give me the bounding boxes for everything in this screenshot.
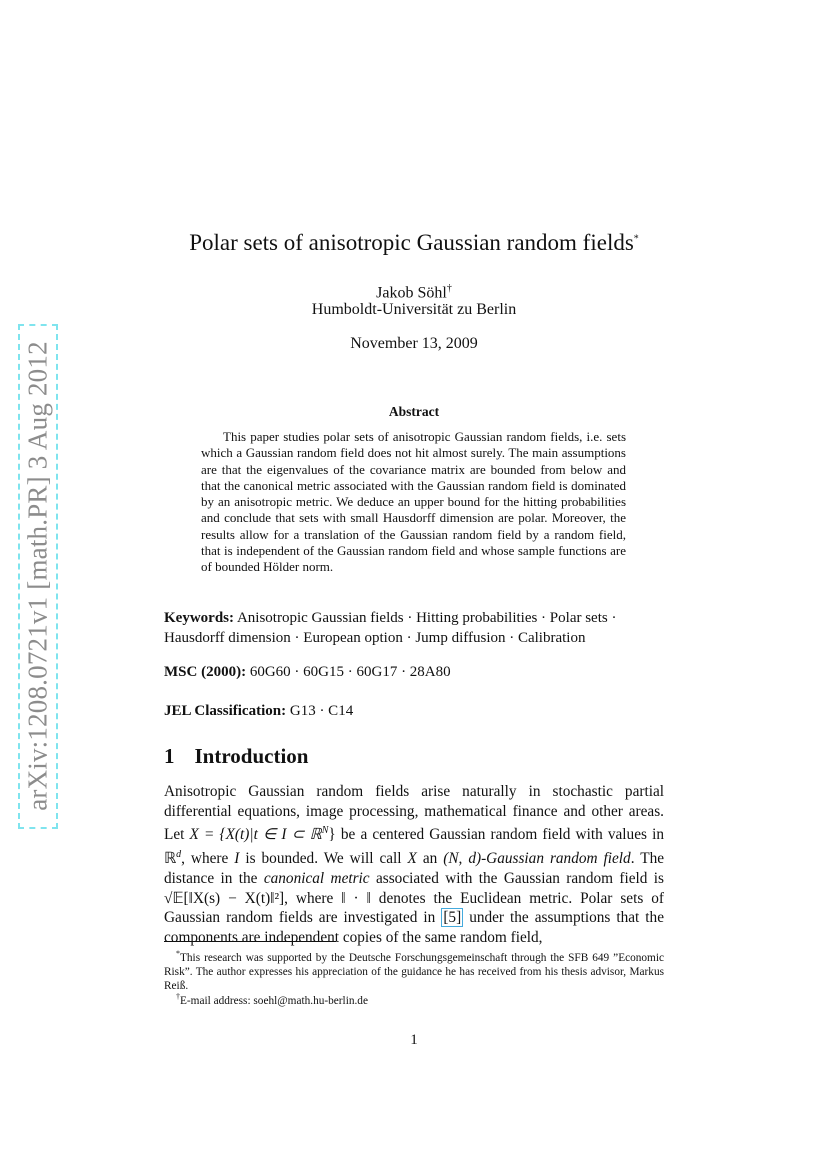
math-field-definition: X = {X(t)|t ∈ I ⊂ ℝ [189, 826, 322, 844]
footnote-1-text: This research was supported by the Deutsche Forschungsgemeinschaft through the SFB 649 ”Economic Risk”. The author expresses his appreciation of the guidance he has received from his thesis advisor, Markus Reiß. [164, 951, 664, 992]
keywords [164, 608, 664, 648]
intro-text: , where [181, 850, 235, 868]
author-footnote-mark: † [446, 283, 452, 294]
title-footnote-mark: * [633, 233, 639, 245]
intro-text: be a centered Gaussian random field with values in [335, 826, 664, 844]
section-heading [164, 744, 308, 769]
citation-number[interactable]: 5 [448, 909, 457, 927]
footnote-2-mark: † [176, 992, 180, 1001]
msc-codes: 60G60 · 60G15 · 60G17 · 28A80 [249, 664, 451, 680]
paper-title [0, 230, 828, 256]
abstract-heading: Abstract [388, 404, 440, 419]
intro-text: is bounded. We will call [239, 850, 408, 868]
intro-text: . The distance in the [164, 850, 665, 887]
intro-text: an [416, 850, 444, 868]
math-symbol: X [407, 850, 417, 868]
footnote-2 [164, 990, 664, 1008]
math-brace: } [328, 826, 336, 844]
jel-codes: G13 · C14 [289, 703, 354, 719]
intro-text: Anisotropic Gaussian random fields arise naturally in stochastic partial differential equations, image processing, mathematical finance and other areas. Let [164, 783, 664, 844]
math-superscript: d [176, 849, 182, 861]
paper-date: November 13, 2009 [350, 335, 478, 352]
footnote-2-text: E-mail address: soehl@math.hu-berlin.de [180, 994, 368, 1007]
footnote-1 [164, 947, 664, 993]
abstract-text: This paper studies polar sets of anisotropic Gaussian random fields, i.e. sets which a Gaussian random field does not hit almost surely. The main assumptions are that the eigenvalues of the covariance matrix are bounded from below and that the canonical metric associated with the Gaussian random field is dominated by an anisotropic metric. We deduce an upper bound for the hitting probabilities and conclude that sets with small Hausdorff dimension are polar. Moreover, the results allow for a translation of the Gaussian random field by a random field, that is independent of the Gaussian random field and whose sample functions are of bounded Hölder norm. [201, 429, 626, 575]
footnote-separator [164, 941, 336, 942]
math-real-space: ℝ [164, 850, 177, 868]
math-symbol: I [234, 850, 240, 868]
msc-classification [164, 664, 451, 681]
footnote-1-mark: * [176, 949, 180, 958]
term-canonical-metric: canonical metric [263, 870, 370, 887]
term-gaussian-random-field: (N, d)-Gaussian random field [443, 850, 631, 868]
math-superscript: N [321, 825, 329, 837]
author-name: Jakob Söhl [376, 284, 447, 302]
arxiv-identifier: arXiv:1208.0721v1 [math.PR] 3 Aug 2012 [22, 341, 53, 811]
jel-classification [164, 703, 353, 720]
jel-label: JEL Classification: [164, 703, 287, 719]
section-number: 1 [164, 744, 175, 768]
citation-link[interactable]: [5] [443, 909, 462, 927]
keywords-text: Anisotropic Gaussian fields · Hitting probabilities · Polar sets · Hausdorff dimension · European option · Jump diffusion · Calibration [164, 610, 617, 646]
keywords-label: Keywords: [164, 610, 234, 626]
section-title: Introduction [194, 744, 309, 768]
author-line [0, 283, 828, 302]
intro-text: , where ‖ · ‖ denotes the Euclidean metric. Polar sets of Gaussian random fields are investigated in [164, 889, 664, 927]
intro-text: under the assumptions that the components are independent copies of the same random field, [164, 909, 664, 947]
math-distance-formula: √𝔼[‖X(s) − X(t)‖²] [164, 889, 285, 907]
introduction-paragraph [164, 782, 664, 948]
page-number: 1 [410, 1032, 418, 1048]
intro-text: associated with the Gaussian random field is [369, 870, 664, 887]
author-affiliation: Humboldt-Universität zu Berlin [311, 301, 517, 318]
title-text: Polar sets of anisotropic Gaussian random fields [189, 230, 634, 255]
msc-label: MSC (2000): [164, 664, 247, 680]
